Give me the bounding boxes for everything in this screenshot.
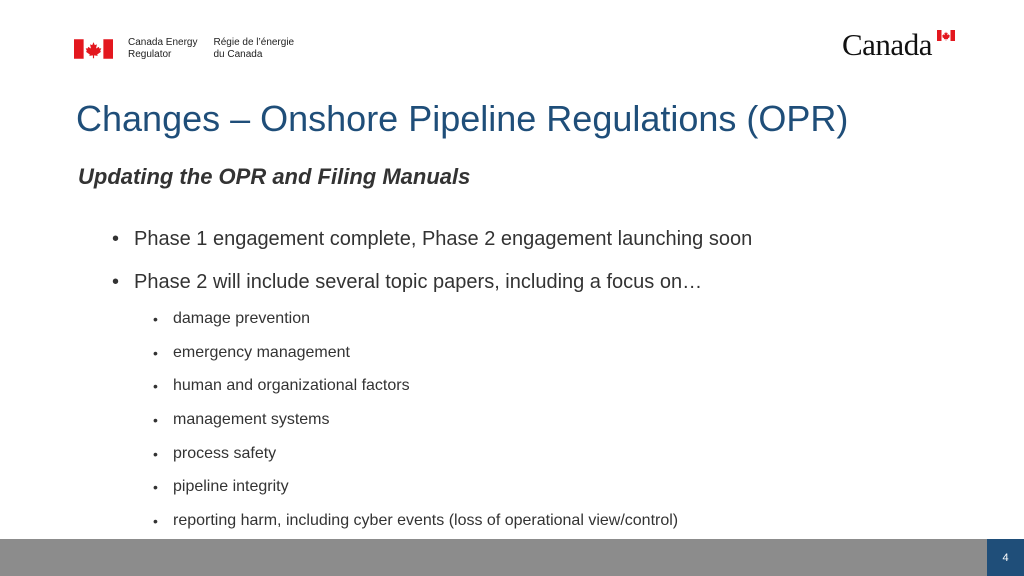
canada-wordmark-flag-icon xyxy=(937,30,955,41)
bullet-glyph: • xyxy=(112,271,120,293)
bullet-glyph: • xyxy=(153,378,158,395)
agency-name-fr xyxy=(214,37,295,61)
sub-bullet-list xyxy=(153,307,678,543)
sub-bullet-text: damage prevention xyxy=(173,310,310,327)
page-number xyxy=(987,539,1024,576)
canada-wordmark xyxy=(842,28,958,62)
list-item xyxy=(153,475,678,509)
bullet-glyph: • xyxy=(153,479,158,496)
bullet-glyph: • xyxy=(153,445,158,462)
list-item xyxy=(153,341,678,375)
sub-bullet-text: emergency management xyxy=(173,343,350,361)
canada-wordmark-text: Canada xyxy=(842,27,932,62)
agency-fr-line1: Régie de l’énergie xyxy=(213,37,295,48)
list-item xyxy=(112,267,752,310)
bullet-glyph: • xyxy=(153,311,158,327)
agency-en-line2: Regulator xyxy=(128,49,172,60)
sub-bullet-text: pipeline integrity xyxy=(173,478,289,496)
footer-bar xyxy=(0,539,1024,576)
agency-en-line1: Canada Energy xyxy=(128,37,198,48)
bullet-glyph: • xyxy=(153,412,158,429)
list-item xyxy=(112,224,752,267)
sub-bullet-text: management systems xyxy=(173,411,330,429)
sub-bullet-text: process safety xyxy=(173,444,277,462)
canada-flag-icon xyxy=(74,39,113,59)
page-subtitle: Updating the OPR and Filing Manuals xyxy=(78,164,471,189)
bullet-list xyxy=(112,224,752,310)
list-item xyxy=(153,307,678,341)
bullet-glyph: • xyxy=(153,344,158,361)
list-item xyxy=(153,509,678,543)
cer-logo xyxy=(74,37,294,61)
agency-name-en xyxy=(128,37,198,61)
bullet-glyph: • xyxy=(112,228,120,250)
bullet-text: Phase 2 will include several topic papers, including a focus on… xyxy=(134,271,703,293)
page-title: Changes – Onshore Pipeline Regulations (OPR) xyxy=(76,98,849,139)
sub-bullet-text: human and organizational factors xyxy=(173,377,410,395)
page-number-text: 4 xyxy=(1002,551,1009,564)
bullet-text: Phase 1 engagement complete, Phase 2 engagement launching soon xyxy=(134,228,753,250)
list-item xyxy=(153,408,678,442)
list-item xyxy=(153,374,678,408)
list-item xyxy=(153,442,678,476)
sub-bullet-text: reporting harm, including cyber events (loss of operational view/control) xyxy=(173,512,679,530)
agency-fr-line2: du Canada xyxy=(213,49,263,60)
bullet-glyph: • xyxy=(153,513,158,530)
